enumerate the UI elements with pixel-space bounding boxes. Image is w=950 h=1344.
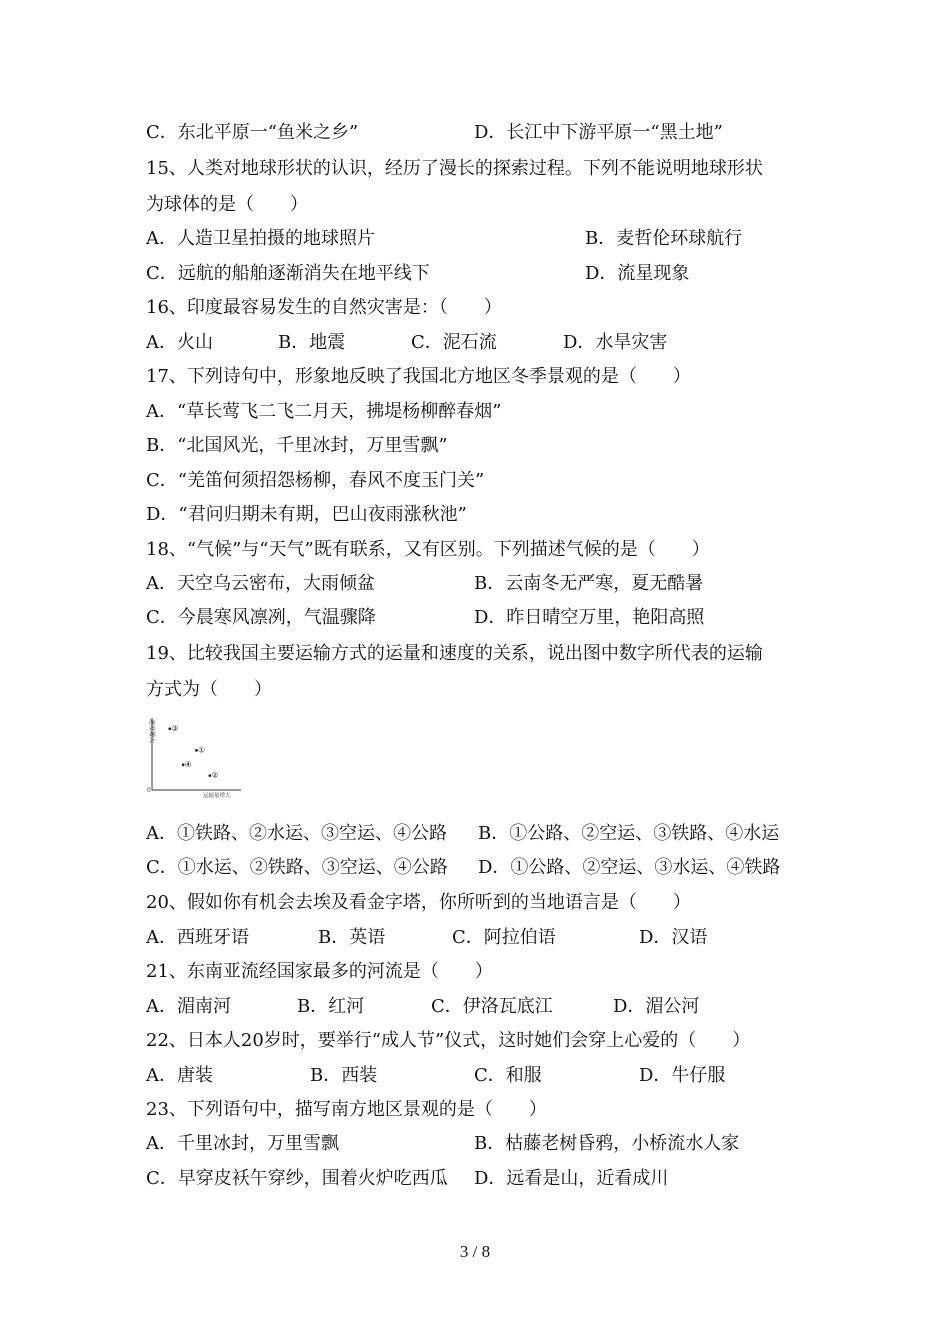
q19-option-d: D．①公路、②空运、③水运、④铁路 [478,857,781,878]
q16-option-c: C．泥石流 [411,332,497,353]
q18-option-b: B．云南冬无严寒，夏无酷暑 [474,573,704,594]
q21-option-a: A．湄南河 [146,996,231,1017]
q14-option-d: D．长江中下游平原一“黑土地” [474,122,723,143]
q22-option-d: D．牛仔服 [639,1065,726,1086]
q23-option-b: B．枯藤老树昏鸦，小桥流水人家 [474,1133,740,1154]
q23-option-d: D．远看是山，近看成川 [474,1168,669,1189]
q19-stem-line2: 方式为（ ） [146,679,272,700]
q15-stem-line2: 为球体的是（ ） [146,194,308,215]
y-axis-label: 速度增大 [148,719,155,744]
q23-stem: 23、下列语句中，描写南方地区景观的是（ ） [146,1099,547,1120]
q20-stem: 20、假如你有机会去埃及看金字塔，你所听到的当地语言是（ ） [146,892,691,913]
q19-option-b: B．①公路、②空运、③铁路、④水运 [478,823,780,844]
q23-option-a: A．千里冰封，万里雪飘 [146,1133,339,1154]
chart-point-label-3: ④ [184,759,192,769]
q21-option-d: D．湄公河 [613,996,700,1017]
transport-scatter-chart [143,714,243,800]
q16-option-a: A．火山 [146,332,213,353]
q18-option-a: A．天空乌云密布，大雨倾盆 [146,573,375,594]
q17-option-a: A．“草长莺飞二飞二月天，拂堤杨柳醉春烟” [146,401,502,422]
q15-stem-line1: 15、人类对地球形状的认识，经历了漫长的探索过程。下列不能说明地球形状 [146,158,763,179]
chart-point-label-4: ② [211,770,219,780]
q20-option-b: B．英语 [318,927,386,948]
chart-point-label-2: ① [198,745,206,755]
q18-option-c: C．今晨寒风凛冽，气温骤降 [146,607,376,628]
q22-option-b: B．西装 [310,1065,378,1086]
q16-stem: 16、印度最容易发生的自然灾害是：（ ） [146,297,502,318]
q20-option-a: A．西班牙语 [146,927,249,948]
q22-stem: 22、日本人20岁时，要举行“成人节”仪式，这时她们会穿上心爱的（ ） [146,1030,751,1051]
chart-point-label-1: ③ [171,723,179,733]
x-axis-label: 运输量增大 [203,793,231,799]
q18-stem: 18、“气候”与“天气”既有联系，又有区别。下列描述气候的是（ ） [146,539,710,560]
q17-stem: 17、下列诗句中，形象地反映了我国北方地区冬季景观的是（ ） [146,366,691,387]
q15-option-b: B．麦哲伦环球航行 [585,228,743,249]
q17-option-b: B．“北国风光，千里冰封，万里雪飘” [146,435,448,456]
q21-option-c: C．伊洛瓦底江 [431,996,553,1017]
q18-option-d: D．昨日晴空万里，艳阳高照 [474,607,705,628]
q14-option-c: C．东北平原一“鱼米之乡” [146,122,359,143]
q16-option-d: D．水旱灾害 [563,332,668,353]
page-number: 3 / 8 [459,1242,491,1261]
q22-option-c: C．和服 [474,1065,542,1086]
q20-option-c: C．阿拉伯语 [452,927,556,948]
q21-option-b: B．红河 [297,996,365,1017]
q17-option-d: D．“君问归期未有期，巴山夜雨涨秋池” [146,504,467,525]
q15-option-d: D．流星现象 [585,263,690,284]
q19-stem-line1: 19、比较我国主要运输方式的运量和速度的关系，说出图中数字所代表的运输 [146,643,763,664]
q22-option-a: A．唐装 [146,1065,213,1086]
q23-option-c: C．早穿皮袄午穿纱，围着火炉吃西瓜 [146,1168,448,1189]
q15-option-c: C．远航的船舶逐渐消失在地平线下 [146,263,430,284]
origin-label: 0 [147,787,151,794]
q20-option-d: D．汉语 [639,927,708,948]
q21-stem: 21、东南亚流经国家最多的河流是（ ） [146,961,493,982]
q19-option-c: C．①水运、②铁路、③空运、④公路 [146,857,448,878]
q19-option-a: A．①铁路、②水运、③空运、④公路 [146,823,447,844]
q16-option-b: B．地震 [278,332,346,353]
q17-option-c: C．“羌笛何须招怨杨柳，春风不度玉门关” [146,470,485,491]
q15-option-a: A．人造卫星拍摄的地球照片 [146,228,375,249]
